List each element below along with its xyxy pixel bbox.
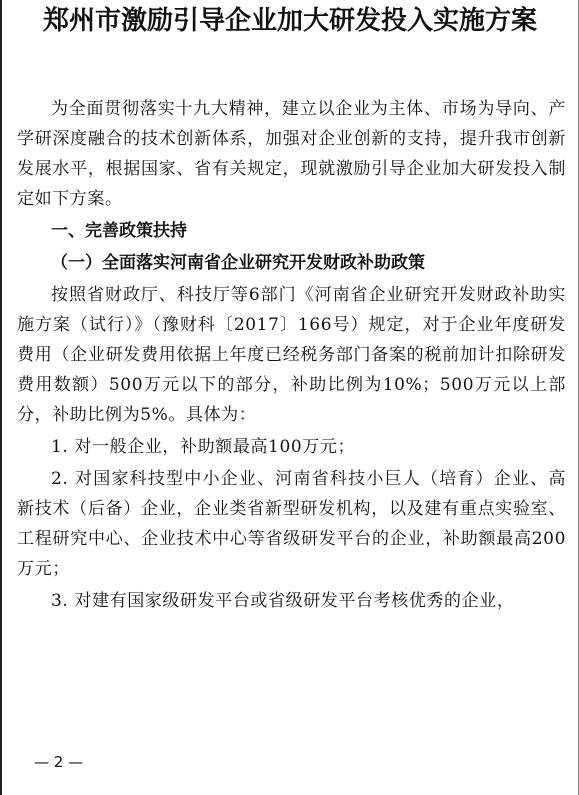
list-item-3: 3. 对建有国家级研发平台或省级研发平台考核优秀的企业， (51, 591, 515, 611)
intro-paragraph: 为全面贯彻落实十九大精神，建立以企业为主体、市场为导向、产学研深度融合的技术创新体系，加强对企业创新的支持，提升我市创新发展水平，根据国家、省有关规定，现就激励引导企业加大研发投入制定如下方案。 (17, 99, 566, 209)
document-title: 郑州市激励引导企业加大研发投入实施方案 (42, 6, 537, 36)
page-number: — 2 — (34, 753, 84, 771)
subsection-heading: （一）全面落实河南省企业研究开发财政补助政策 (51, 253, 425, 273)
page-left-border (0, 0, 2, 795)
list-item-1: 1. 对一般企业，补助额最高100万元； (51, 437, 356, 457)
document-body (17, 94, 566, 618)
list-item-2: 2. 对国家科技型中小企业、河南省科技小巨人（培育）企业、高新技术（后备）企业，企业类省新型研发机构，以及建有重点实验室、工程研究中心、企业技术中心等省级研发平台的企业，补助额最高200万元； (17, 469, 566, 579)
subsection-body-paragraph: 按照省财政厅、科技厅等6部门《河南省企业研究开发财政补助实施方案（试行）》（豫财科〔2017〕166号）规定，对于企业年度研发费用（企业研发费用依据上年度已经税务部门备案的税前加计扣除研发费用数额）500万元以下的部分，补助比例为10%；500万元以上部分，补助比例为5%。具体为： (17, 285, 566, 425)
section-heading: 一、完善政策扶持 (51, 221, 187, 241)
